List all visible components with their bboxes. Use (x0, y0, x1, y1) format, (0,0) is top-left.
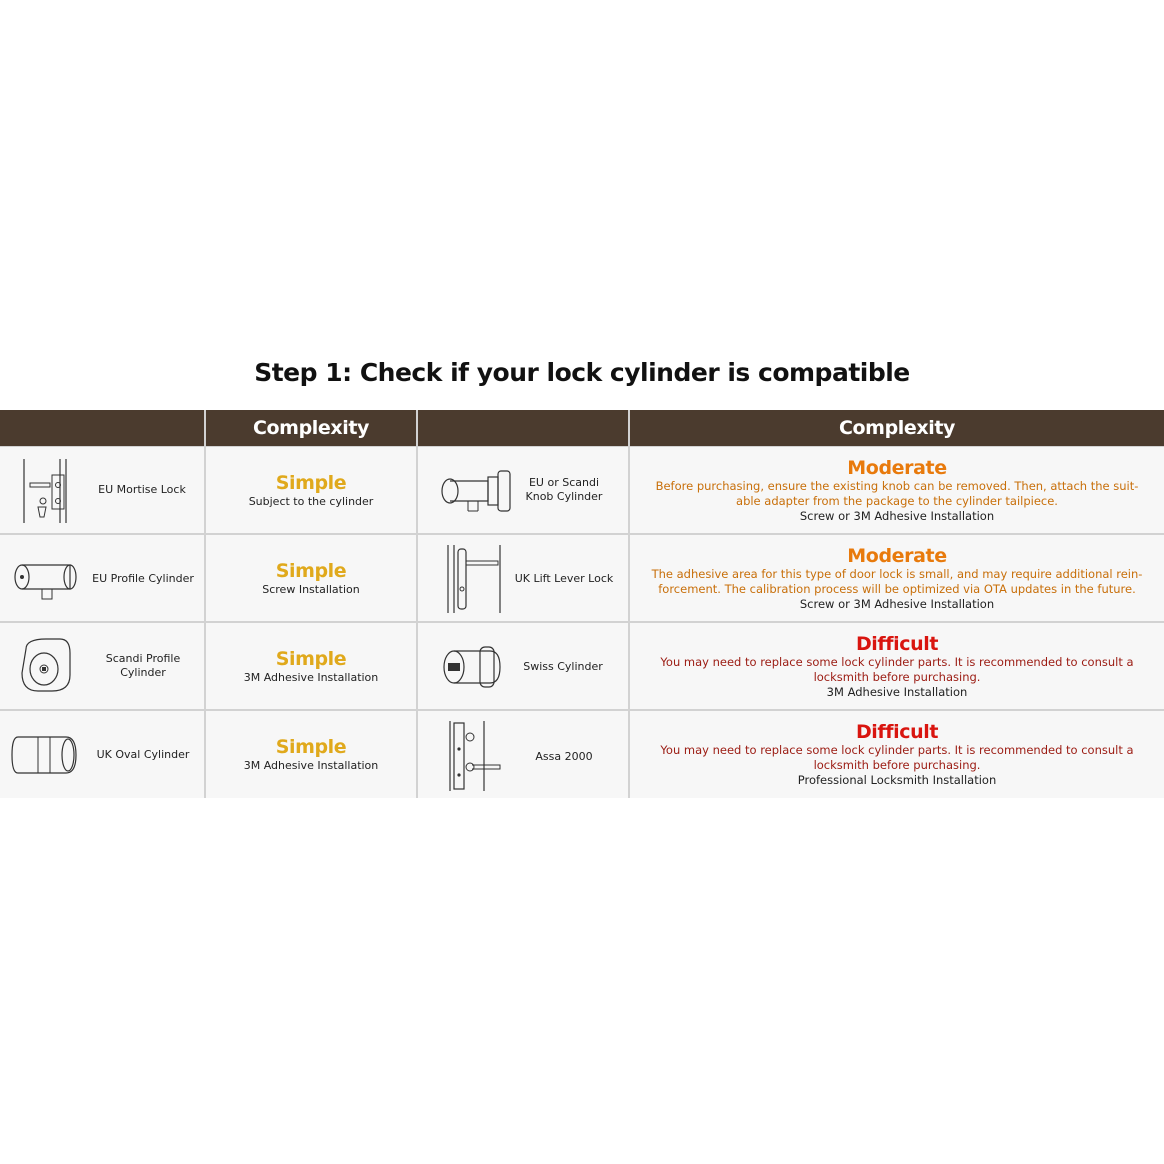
complexity-description: You may need to replace some lock cylinder parts. It is recommended to consult a (660, 743, 1134, 757)
complexity-level: Simple (275, 736, 347, 758)
complexity-cell (206, 535, 416, 621)
complexity-cell (630, 711, 1164, 798)
knob-cylinder-icon (438, 467, 514, 515)
installation-method: Screw or 3M Adhesive Installation (799, 508, 995, 523)
lock-name-line: Cylinder (120, 666, 166, 679)
table-row (418, 535, 628, 621)
complexity-description: You may need to replace some lock cylinder parts. It is recommended to consult a (660, 654, 1134, 669)
complexity-level: Difficult (855, 632, 939, 655)
complexity-level: Difficult (855, 721, 939, 743)
complexity-level: Simple (275, 559, 347, 582)
complexity-description: locksmith before purchasing. (813, 669, 981, 684)
complexity-cell (206, 623, 416, 709)
complexity-cell (630, 447, 1164, 533)
lock-name: EU Mortise Lock (98, 483, 186, 496)
lock-name: EU Profile Cylinder (92, 572, 194, 585)
lock-name-line: Knob Cylinder (525, 490, 603, 503)
complexity-detail: 3M Adhesive Installation (243, 759, 379, 772)
lock-name-line: Scandi Profile (105, 652, 181, 665)
table-row (0, 535, 204, 621)
table-row (0, 447, 204, 533)
lever-lock-icon (442, 543, 504, 615)
assa-lock-icon (444, 719, 504, 793)
complexity-cell (630, 535, 1164, 621)
profile-cylinder-icon (12, 557, 80, 603)
complexity-level: Moderate (847, 456, 947, 479)
lock-name: Swiss Cylinder (523, 660, 603, 673)
complexity-cell (206, 711, 416, 798)
scandi-cylinder-icon (16, 635, 74, 697)
installation-method: Screw or 3M Adhesive Installation (799, 596, 995, 611)
complexity-description: The adhesive area for this type of door lock is small, and may require additional rein- (651, 566, 1143, 581)
lock-name: Assa 2000 (535, 750, 593, 763)
complexity-cell (206, 447, 416, 533)
lock-name: UK Oval Cylinder (96, 748, 190, 761)
header-complexity-right: Complexity (630, 410, 1164, 446)
installation-method: 3M Adhesive Installation (826, 684, 968, 699)
complexity-level: Simple (275, 471, 347, 494)
complexity-description: locksmith before purchasing. (813, 758, 981, 772)
table-row (0, 623, 204, 709)
complexity-detail: Screw Installation (262, 582, 360, 596)
complexity-detail: 3M Adhesive Installation (243, 670, 379, 684)
complexity-cell (630, 623, 1164, 709)
lock-name: UK Lift Lever Lock (514, 572, 614, 585)
complexity-detail: Subject to the cylinder (248, 494, 374, 508)
lock-name (518, 476, 610, 504)
complexity-description: Before purchasing, ensure the existing knob can be removed. Then, attach the suit- (655, 478, 1139, 493)
table-row (418, 447, 628, 533)
complexity-level: Simple (275, 647, 347, 670)
header-blank-1 (0, 410, 204, 446)
table-row (418, 711, 628, 798)
header-complexity-left: Complexity (206, 410, 416, 446)
lock-name (90, 652, 196, 680)
compatibility-table (0, 410, 1164, 798)
table-row (0, 711, 204, 798)
oval-cylinder-icon (10, 731, 80, 779)
lock-name-line: EU or Scandi (528, 476, 600, 489)
mortise-lock-icon (16, 457, 74, 525)
complexity-description: able adapter from the package to the cylinder tailpiece. (736, 493, 1058, 508)
table-row (418, 623, 628, 709)
complexity-level: Moderate (847, 544, 947, 567)
complexity-description: forcement. The calibration process will be optimized via OTA updates in the future. (658, 581, 1136, 596)
header-blank-2 (418, 410, 628, 446)
page-title: Step 1: Check if your lock cylinder is compatible (254, 358, 910, 387)
installation-method: Professional Locksmith Installation (797, 773, 997, 787)
swiss-cylinder-icon (440, 641, 508, 693)
